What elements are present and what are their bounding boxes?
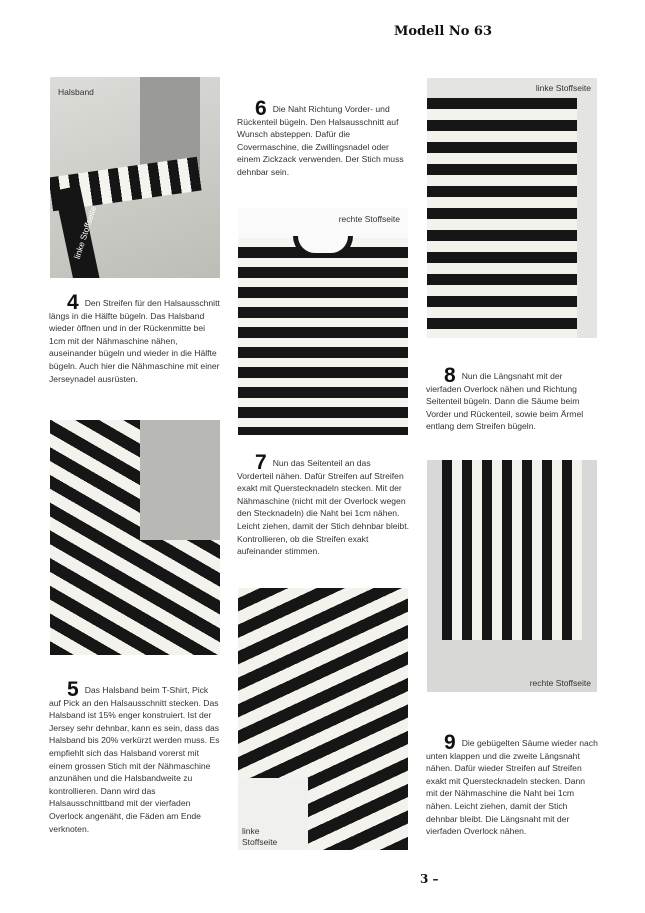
photo-label: rechte Stoffseite bbox=[338, 214, 400, 224]
step-text: Den Streifen für den Halsausschnitt längs in die Hälfte bügeln. Das Halsband wieder öffnen und in der Rückenmitte bei 1cm mit der Nähmaschine nähen, auseinander bügeln und wieder in die Hälfte bügeln. Auch hier die Nähmaschine mit einer Jerseynadel ausrüsten. bbox=[49, 298, 220, 384]
photo-inner-label: linke Stoffseite bbox=[71, 204, 99, 261]
photo-halsband-sewing bbox=[50, 77, 220, 278]
photo-label: linke Stoffseite bbox=[242, 826, 278, 847]
step-number: 9 bbox=[444, 731, 456, 754]
photo-sleeve-wrong-side bbox=[427, 78, 597, 338]
step-5 bbox=[49, 678, 221, 835]
photo-sleeve-right-side bbox=[427, 460, 597, 692]
photo-overlock-neckband bbox=[50, 420, 220, 655]
photo-side-seam bbox=[238, 588, 408, 850]
step-7 bbox=[237, 451, 409, 558]
step-number: 4 bbox=[67, 291, 79, 314]
step-number: 5 bbox=[67, 678, 79, 701]
step-6 bbox=[237, 97, 409, 179]
photo-label: Halsband bbox=[58, 87, 94, 97]
page-number: 3 – bbox=[420, 872, 439, 886]
step-number: 8 bbox=[444, 364, 456, 387]
photo-label: linke Stoffseite bbox=[535, 83, 591, 93]
step-text: Nun das Seitenteil an das Vorderteil nähen. Dafür Streifen auf Streifen exakt mit Querstecknadeln stecken. Mit der Nähmaschine (nicht mit der Overlock wegen den Stecknadeln) die Naht bei 1cm nähen. Leicht ziehen, damit der Stich dehnbar bleibt. Kontrollieren, ob die Streifen exakt aufeinander stimmen. bbox=[237, 458, 409, 557]
photo-tshirt-front bbox=[238, 208, 408, 435]
step-number: 7 bbox=[255, 451, 267, 474]
step-number: 6 bbox=[255, 97, 267, 120]
page-title: Modell No 63 bbox=[394, 24, 492, 39]
step-text: Die gebügelten Säume wieder nach unten klappen und die zweite Längsnaht nähen. Dafür wieder Streifen auf Streifen exakt mit Querstecknadeln stecken. Dann mit der Nähmaschine die Naht bei 1cm nähen. Leicht ziehen, damit der Stich dehnbar bleibt. Die Längsnaht mit der vierfaden Overlock nähen. bbox=[426, 738, 598, 837]
step-text: Die Naht Richtung Vorder- und Rückenteil bügeln. Den Halsausschnitt auf Wunsch absteppen. Dafür die Covermaschine, die Zwillingsnadel oder einem Zickzack verwenden. Der Stich muss dehnbar sein. bbox=[237, 104, 404, 177]
step-8 bbox=[426, 364, 598, 433]
step-text: Das Halsband beim T-Shirt, Pick auf Pick an den Halsausschnitt stecken. Das Halsband ist 15% enger konstruiert. Ist der Jersey sehr dehnbar, kann es sein, dass das Halsband bis 20% verkürzt werden muss. Es empfiehlt sich das Halsband vorerst mit einem grossen Stich mit der Nähmaschine anzunähen und die Halsbandweite zu kontrollieren. Dann wird das Halsausschnittband mit der vierfaden Overlock angenäht, die Fäden am Ende verknoten. bbox=[49, 685, 220, 834]
photo-label: rechte Stoffseite bbox=[529, 678, 591, 688]
step-9 bbox=[426, 731, 598, 838]
step-text: Nun die Längsnaht mit der vierfaden Overlock nähen und Richtung Seitenteil bügeln. Dann die Säume beim Vorder und Rückenteil, sowie beim Ärmel entlang dem Streifen bügeln. bbox=[426, 371, 584, 432]
step-4 bbox=[49, 291, 221, 385]
